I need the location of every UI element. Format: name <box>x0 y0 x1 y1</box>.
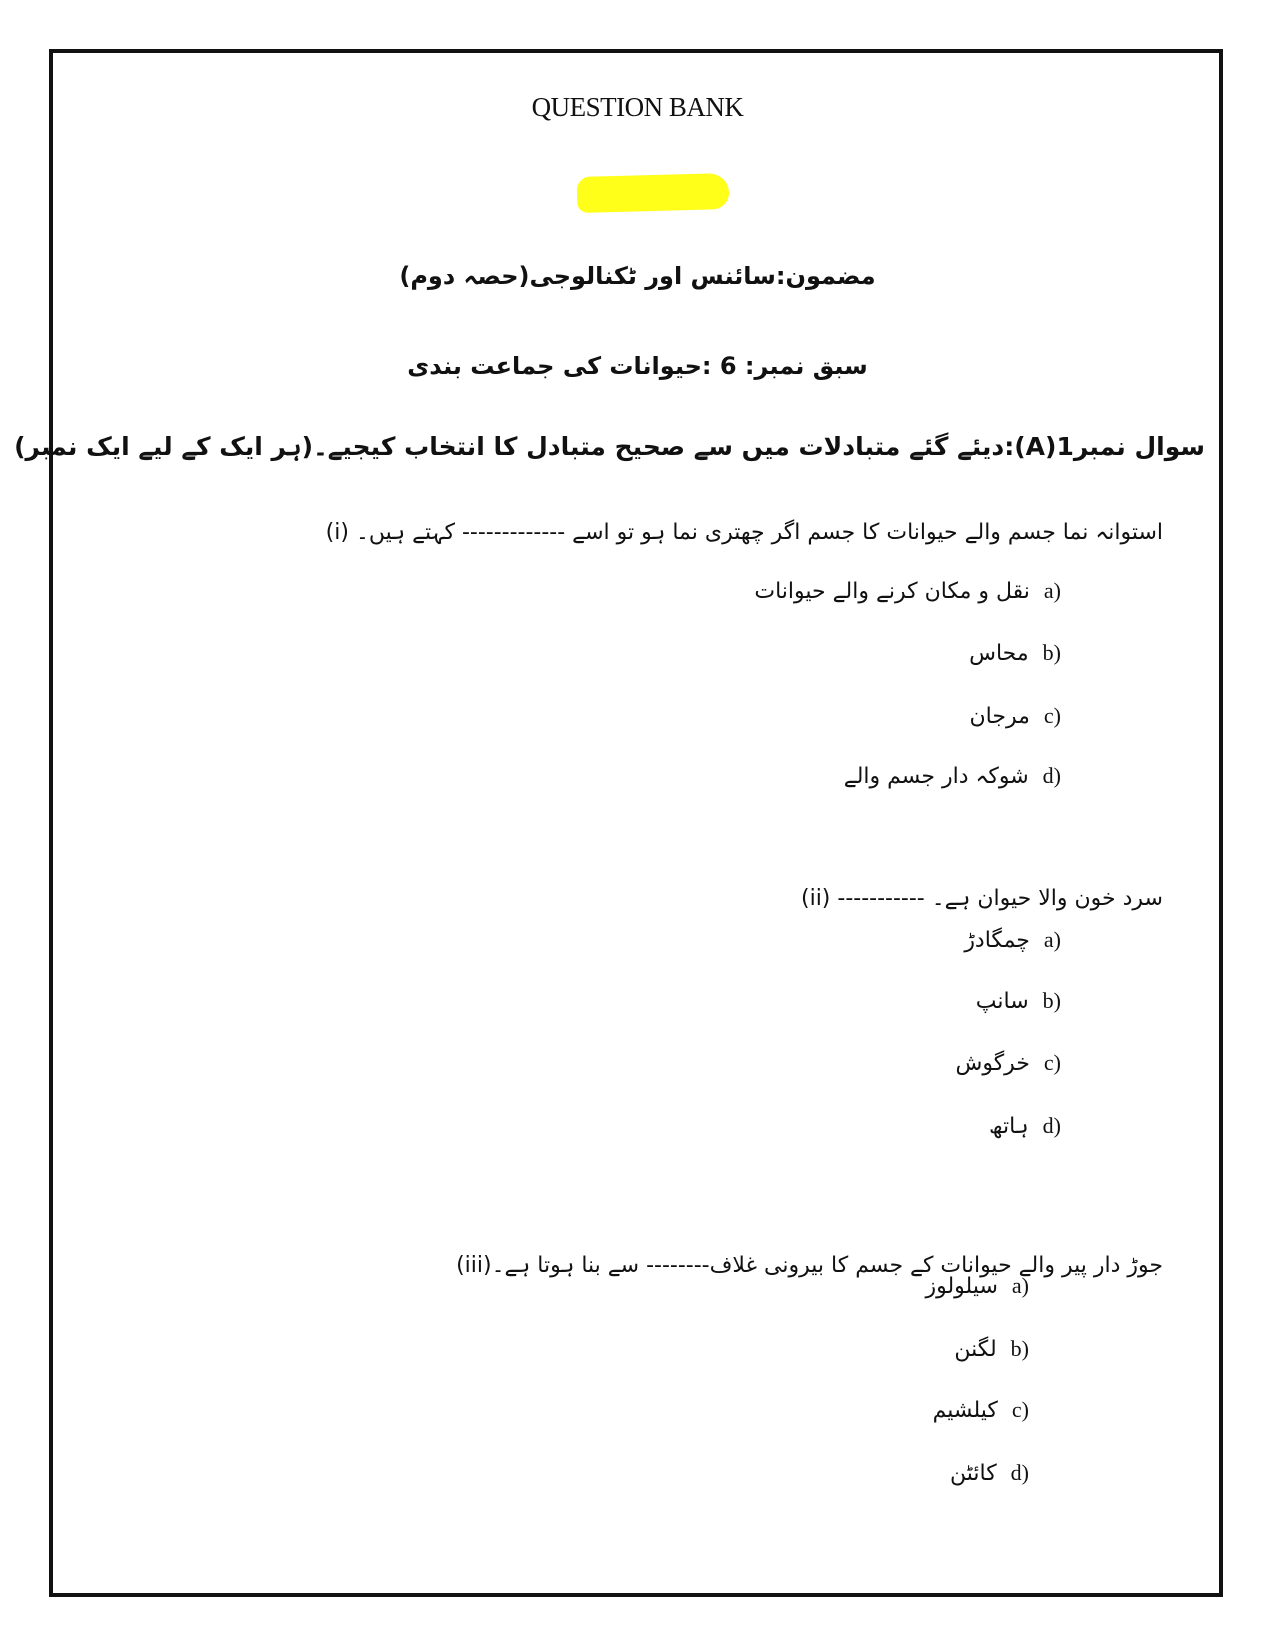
option-label: سیلولوز <box>925 1274 998 1299</box>
question-text: (ii) ----------- سرد خون والا حیوان ہے۔ <box>801 886 1163 911</box>
question-text: (iii)جوڑ دار پیر والے حیوانات کے جسم کا بیرونی غلاف-------- سے بنا ہوتا ہے۔ <box>456 1253 1163 1278</box>
option-label: شوکہ دار جسم والے <box>843 764 1029 789</box>
question-text: (i) استوانہ نما جسم والے حیوانات کا جسم اگر چھتری نما ہو تو اسے ------------- کہتے ہیں۔ <box>325 520 1163 545</box>
option-letter: d) <box>1042 763 1061 788</box>
option-label: لگنن <box>954 1337 997 1362</box>
option-label: ہاتھ <box>989 1114 1029 1139</box>
highlight-mark <box>577 173 730 213</box>
option-letter: b) <box>1010 1336 1029 1361</box>
option-letter: c) <box>1011 1397 1029 1422</box>
option-letter: c) <box>1043 703 1061 728</box>
option-label: محاس <box>969 641 1029 666</box>
option-label: مرجان <box>969 704 1030 729</box>
option-label: چمگادڑ <box>964 928 1030 953</box>
question-instruction: سوال نمبر1(A):دیئے گئے متبادلات میں سے صحیح متبادل کا انتخاب کیجیے۔(ہر ایک کے لیے ایک نمبر) <box>14 432 1205 461</box>
option-item[interactable] <box>925 1273 1029 1299</box>
option-item[interactable] <box>964 927 1061 953</box>
option-item[interactable] <box>954 1336 1029 1362</box>
option-letter: d) <box>1042 1113 1061 1138</box>
subject-heading: مضمون:سائنس اور ٹکنالوجی(حصہ دوم) <box>399 262 876 290</box>
option-letter: d) <box>1010 1460 1029 1485</box>
option-label: خرگوش <box>955 1051 1030 1076</box>
option-label: نقل و مکان کرنے والے حیوانات <box>754 579 1030 604</box>
option-letter: a) <box>1043 578 1061 603</box>
option-item[interactable] <box>976 988 1061 1014</box>
option-label: سانپ <box>975 989 1029 1014</box>
option-item[interactable] <box>844 763 1061 789</box>
option-item[interactable] <box>969 640 1061 666</box>
option-letter: a) <box>1043 927 1061 952</box>
option-letter: c) <box>1043 1050 1061 1075</box>
option-item[interactable] <box>970 703 1061 729</box>
option-item[interactable] <box>950 1460 1029 1486</box>
option-letter: a) <box>1011 1273 1029 1298</box>
document-title: QUESTION BANK <box>531 92 744 122</box>
option-item[interactable] <box>955 1050 1061 1076</box>
option-item[interactable] <box>989 1113 1061 1139</box>
option-letter: b) <box>1042 640 1061 665</box>
option-label: کائٹن <box>949 1461 997 1486</box>
option-item[interactable] <box>754 578 1061 604</box>
option-item[interactable] <box>933 1397 1029 1423</box>
option-label: کیلشیم <box>932 1398 998 1423</box>
lesson-heading: سبق نمبر: 6 :حیوانات کی جماعت بندی <box>407 352 868 380</box>
option-letter: b) <box>1042 988 1061 1013</box>
